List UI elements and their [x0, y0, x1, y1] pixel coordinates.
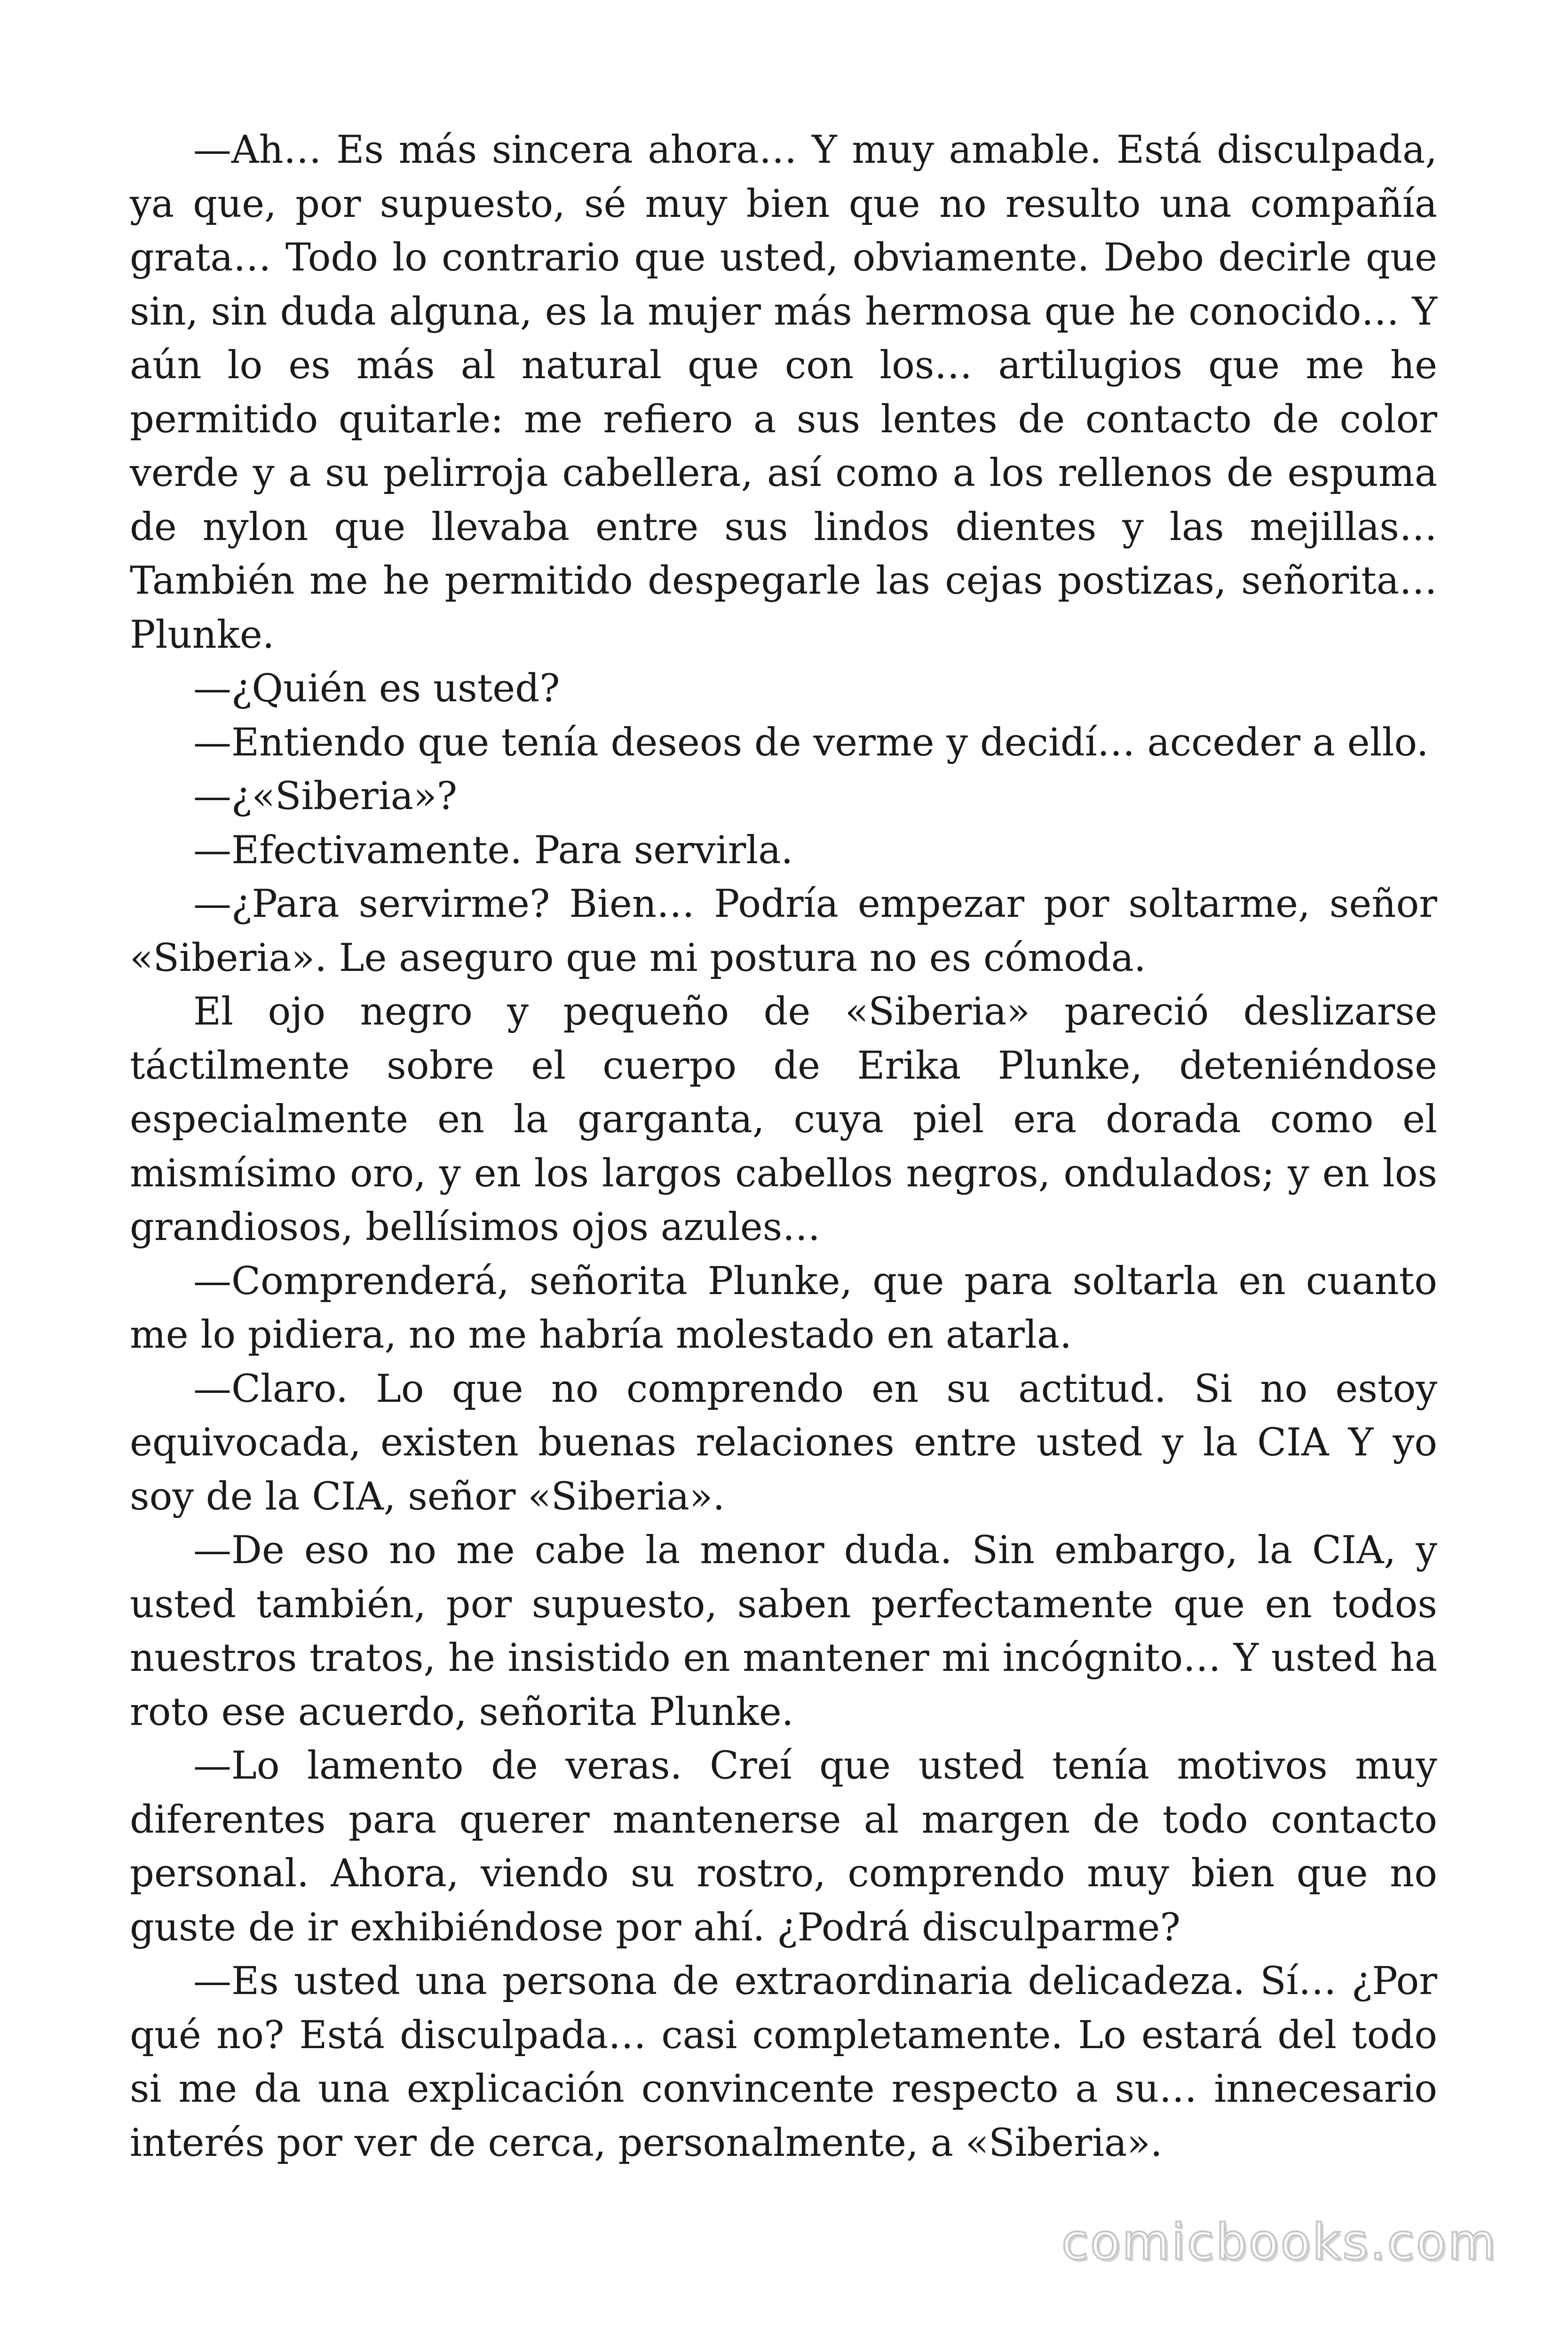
paragraph: —De eso no me cabe la menor duda. Sin embargo, la CIA, y usted también, por supuesto, saben perfectamente que en todos nuestros tratos, he insistido en mantener mi incógnito… Y usted ha roto ese acuerdo, señorita Plunke. — [130, 1528, 1437, 1734]
paragraph: —Es usted una persona de extraordinaria delicadeza. Sí… ¿Por qué no? Está disculpada… casi completamente. Lo estará del todo si me da una explicación convincente respecto a su… innecesario interés por ver de cerca, personalmente, a «Siberia». — [130, 1959, 1437, 2165]
paragraph: —Claro. Lo que no comprendo en su actitud. Si no estoy equivocada, existen buenas relaciones entre usted y la CIA Y yo soy de la CIA, señor «Siberia». — [130, 1367, 1437, 1519]
paragraph: El ojo negro y pequeño de «Siberia» pareció deslizarse táctilmente sobre el cuerpo de Erika Plunke, deteniéndose especialmente en la garganta, cuya piel era dorada como el mismísimo oro, y en los largos cabellos negros, ondulados; y en los grandiosos, bellísimos ojos azules… — [130, 990, 1437, 1249]
paragraph: —Lo lamento de veras. Creí que usted tenía motivos muy diferentes para querer mantenerse al margen de todo contacto personal. Ahora, viendo su rostro, comprendo muy bien que no guste de ir exhibiéndose por ahí. ¿Podrá disculparme? — [130, 1744, 1437, 1950]
paragraph: —Ah… Es más sincera ahora… Y muy amable. Está disculpada, ya que, por supuesto, sé muy bien que no resulto una compañía grata… Todo lo contrario que usted, obviamente. Debo decirle que sin, sin duda alguna, es la mujer más hermosa que he conocido… Y aún lo es más al natural que con los… artilugios que me he permitido quitarle: me refiero a sus lentes de contacto de color verde y a su pelirroja cabellera, así como a los rellenos de espuma de nylon que llevaba entre sus lindos dientes y las mejillas… También me he permitido despegarle las cejas postizas, señorita… Plunke. — [130, 128, 1437, 657]
watermark: comicbooks.com — [1061, 2213, 1497, 2271]
paragraph: —Entiendo que tenía deseos de verme y decidí… acceder a ello. — [193, 720, 1429, 765]
paragraph: —Efectivamente. Para servirla. — [193, 828, 793, 873]
paragraph: —¿Para servirme? Bien… Podría empezar por soltarme, señor «Siberia». Le aseguro que mi postura no es cómoda. — [130, 882, 1437, 980]
paragraph: —¿Quién es usted? — [193, 667, 560, 711]
paragraph: —Comprenderá, señorita Plunke, que para soltarla en cuanto me lo pidiera, no me habría molestado en atarla. — [130, 1259, 1437, 1357]
page-body — [130, 123, 1437, 2170]
paragraph: —¿«Siberia»? — [193, 774, 458, 818]
